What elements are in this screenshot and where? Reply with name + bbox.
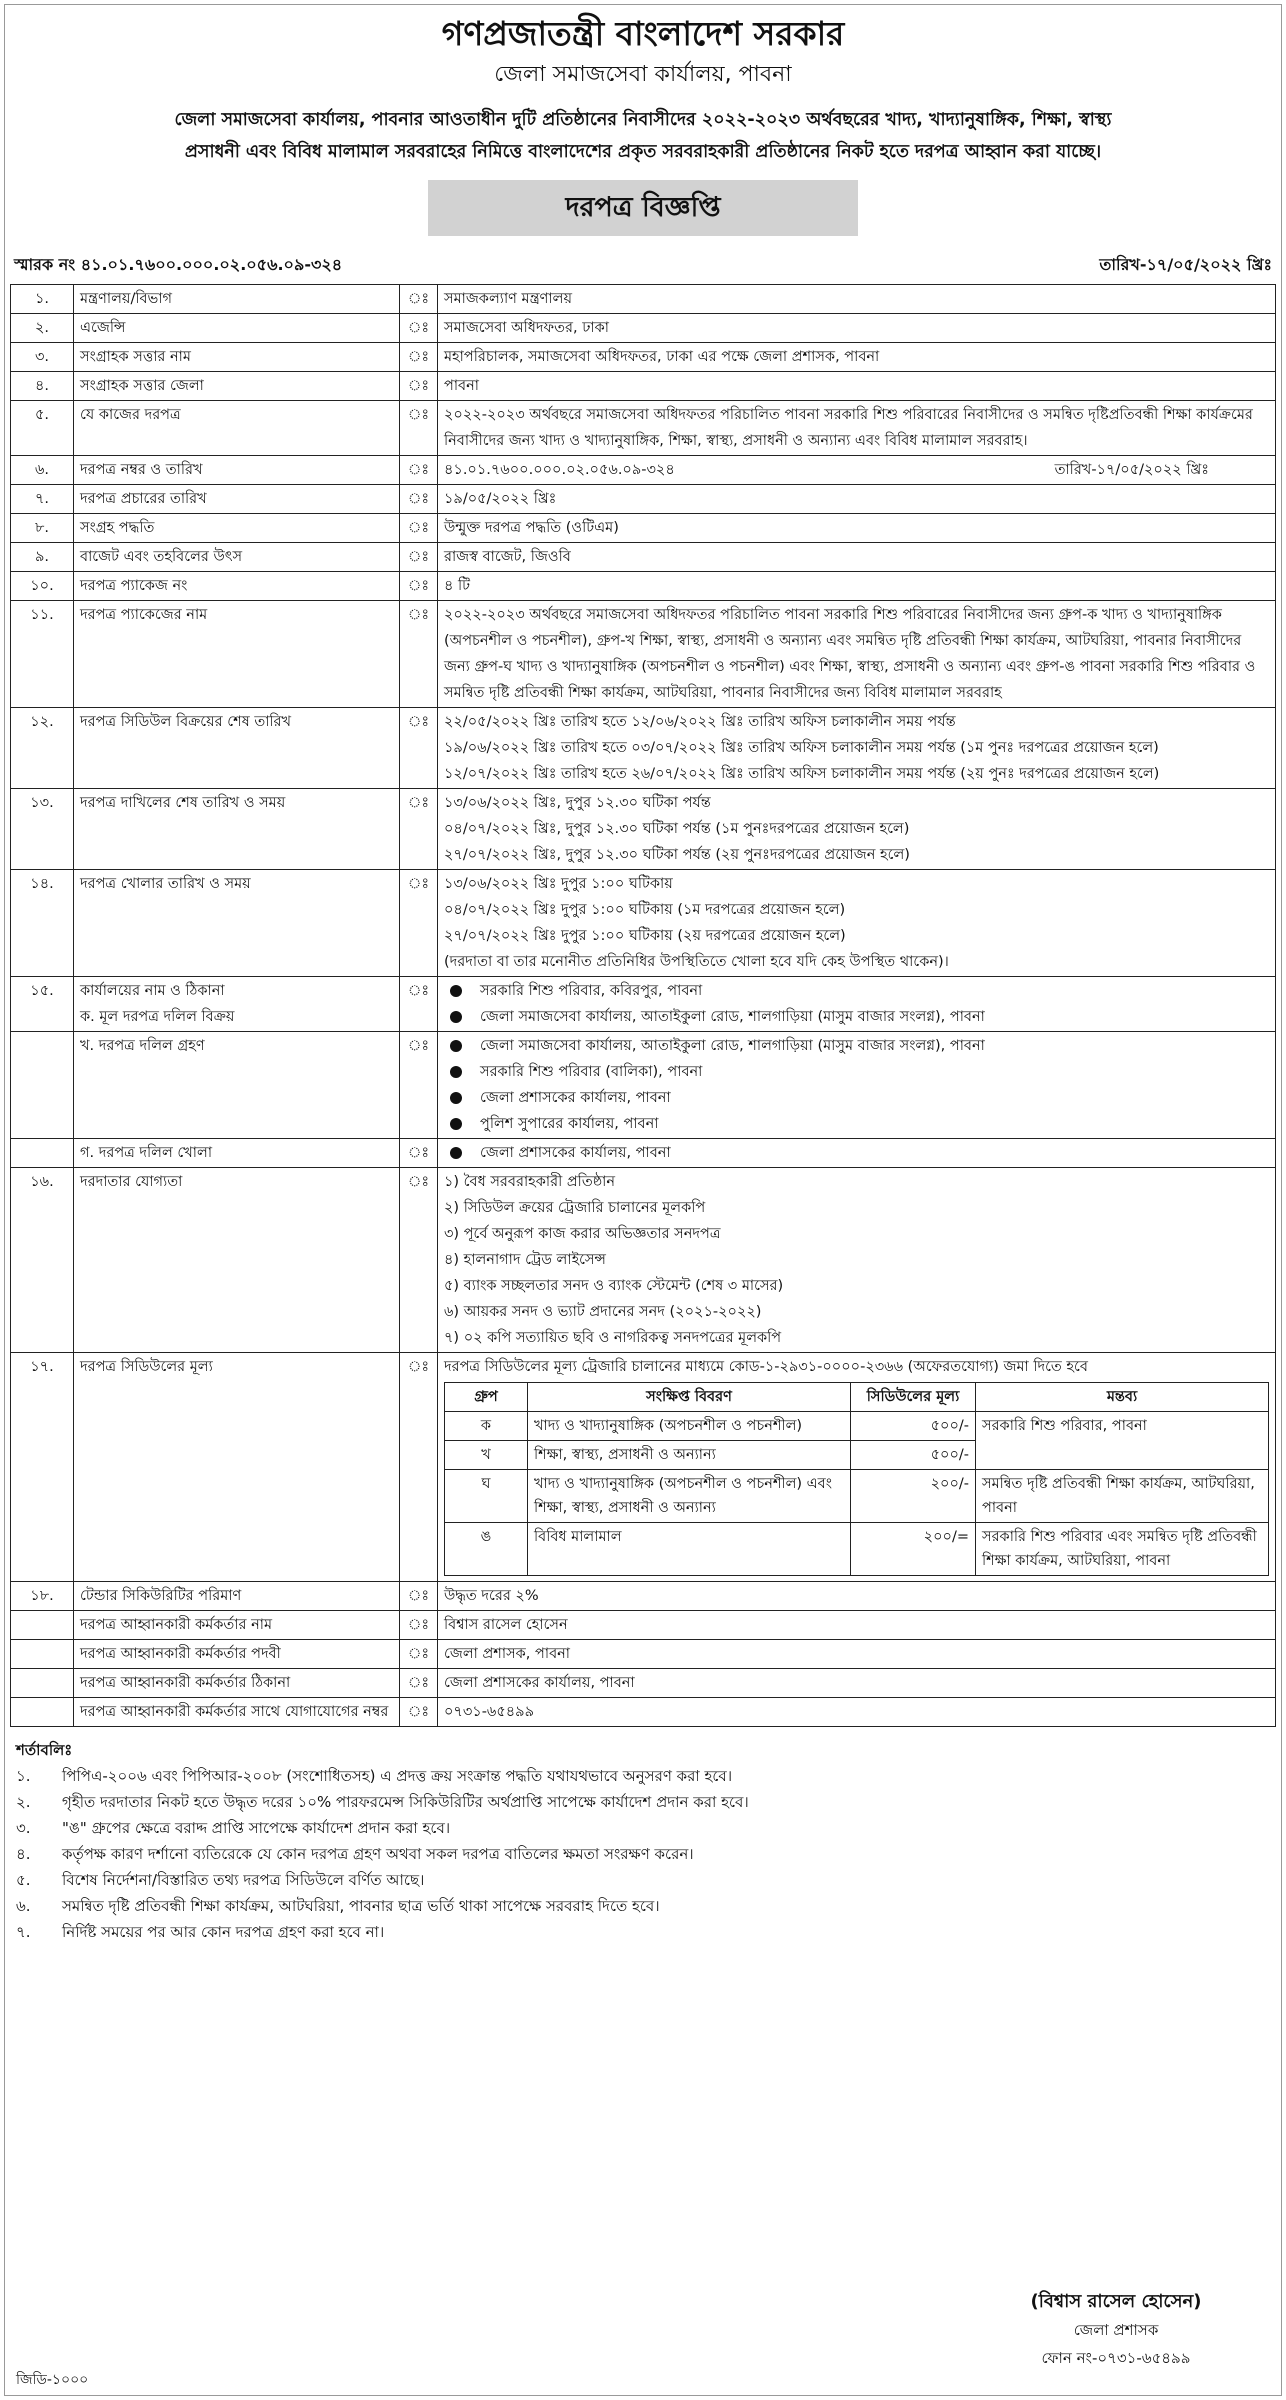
opening-line: ১৩/০৬/২০২২ খ্রিঃ দুপুর ১:০০ ঘটিকায় (444, 876, 673, 892)
table-row: ১৮. টেন্ডার সিকিউরিটির পরিমাণ ঃ উদ্ধৃত দরের ২% (11, 1582, 1276, 1611)
list-item: সরকারি শিশু পরিবার (বালিকা), পাবনা (444, 1059, 1269, 1085)
list-item: ৩. "ঙ" গ্রুপের ক্ষেত্রে বরাদ্দ প্রাপ্তি সাপেক্ষে কার্যাদেশ প্রদান করা হবে। (16, 1819, 451, 1837)
opening-line: ০৪/০৭/২০২২ খ্রিঃ দুপুর ১:০০ ঘটিকায় (১ম দরপত্রের প্রয়োজন হলে) (444, 902, 846, 918)
table-row: ক খাদ্য ও খাদ্যানুষাঙ্গিক (অপচনশীল ও পচনশীল) ৫০০/- সরকারি শিশু পরিবার, পাবনা (445, 1412, 1269, 1441)
table-header-row: গ্রুপ সংক্ষিপ্ত বিবরণ সিডিউলের মূল্য মন্তব্য (445, 1383, 1269, 1412)
eligibility-item: ২) সিডিউল ক্রয়ের ট্রেজারি চালানের মূলকপি (444, 1200, 706, 1216)
table-row: ৪. সংগ্রাহক সত্তার জেলা ঃ পাবনা (11, 372, 1276, 401)
schedule-sale-line: ১২/০৭/২০২২ খ্রিঃ তারিখ হতে ২৬/০৭/২০২২ খ্রিঃ তারিখ অফিস চলাকালীন সময় পর্যন্ত (২য় পুনঃ দরপত্রের প্রয়োজন হলে) (444, 766, 1160, 782)
opening-line: ২৭/০৭/২০২২ খ্রিঃ দুপুর ১:০০ ঘটিকায় (২য় দরপত্রের প্রয়োজন হলে) (444, 928, 846, 944)
bullet-icon (450, 1011, 462, 1023)
intro-line-1: জেলা সমাজসেবা কার্যালয়, পাবনার আওতাধীন দুটি প্রতিষ্ঠানের নিবাসীদের ২০২২-২০২৩ অর্থবছরের খাদ্য, খাদ্যানুষাঙ্গিক, শিক্ষা, স্বাস্থ্য (174, 110, 1112, 130)
gd-code: জিডি-১০০০ (16, 2372, 89, 2388)
table-row: ১১. দরপত্র প্যাকেজের নাম ঃ ২০২২-২০২৩ অর্থবছরে সমাজসেবা অধিদফতর পরিচালিত পাবনা সরকারি শিশু পরিবারের নিবাসীদের জন্য গ্রুপ-ক খাদ্য ও খাদ্যানুষাঙ্গিক (অপচনশীল ও পচনশীল), গ্রুপ-খ শিক্ষা, স্বাস্থ্য, প্রসাধনী ও অন্যান্য এবং সমন্বিত দৃষ্টি প্রতিবন্ধী শিক্ষা কার্যক্রম, আটঘরিয়া, পাবনার নিবাসীদের জন্য গ্রুপ-ঘ খাদ্য ও খাদ্যানুষাঙ্গিক (অপচনশীল ও পচনশীল) এবং শিক্ষা, স্বাস্থ্য, প্রসাধনী ও অন্যান্য এবং গ্রুপ-ঙ পাবনা সরকারি শিশু পরিবার ও সমন্বিত দৃষ্টি প্রতিবন্ধী শিক্ষা কার্যক্রম, আটঘরিয়া, পাবনার নিবাসীদের জন্য বিবিধ মালামাল সরবরাহ (11, 601, 1276, 708)
terms-heading: শর্তাবলিঃ (16, 1741, 73, 1759)
tender-date: তারিখ-১৭/০৫/২০২২ খ্রিঃ (1054, 462, 1209, 478)
table-row: ১০. দরপত্র প্যাকেজ নং ঃ ৪ টি (11, 572, 1276, 601)
tender-details-table (10, 284, 1276, 1727)
bullet-icon (450, 1092, 462, 1104)
signature-block (986, 2288, 1246, 2372)
table-row: ঙ বিবিধ মালামাল ২০০/= সরকারি শিশু পরিবার এবং সমন্বিত দৃষ্টি প্রতিবন্ধী শিক্ষা কার্যক্রম, আটঘরিয়া, পাবনা (445, 1523, 1269, 1576)
table-row: খ শিক্ষা, স্বাস্থ্য, প্রসাধনী ও অন্যান্য ৫০০/- (445, 1441, 1269, 1470)
signatory-designation: জেলা প্রশাসক (1073, 2321, 1159, 2339)
list-item: জেলা সমাজসেবা কার্যালয়, আতাইকুলা রোড, শালগাড়িয়া (মাসুম বাজার সংলগ্ন), পাবনা (444, 1033, 1269, 1059)
list-item: সরকারি শিশু পরিবার, কবিরপুর, পাবনা (444, 978, 1269, 1004)
bullet-icon (450, 1066, 462, 1078)
eligibility-item: ৭) ০২ কপি সত্যায়িত ছবি ও নাগরিকত্ব সনদপত্রের মূলকপি (444, 1330, 782, 1346)
list-item: জেলা প্রশাসকের কার্যালয়, পাবনা (444, 1085, 1269, 1111)
table-row: দরপত্র আহ্বানকারী কর্মকর্তার পদবী ঃ জেলা প্রশাসক, পাবনা (11, 1640, 1276, 1669)
list-item: ২. গৃহীত দরদাতার নিকট হতে উদ্ধৃত দরের ১০% পারফরমেন্স সিকিউরিটির অর্থপ্রাপ্তি সাপেক্ষে কার্যাদেশ প্রদান করা হবে। (16, 1793, 749, 1811)
bullet-icon (450, 985, 462, 997)
office-name: জেলা সমাজসেবা কার্যালয়, পাবনা (494, 62, 792, 87)
memo-line (10, 250, 1276, 280)
table-row: ২. এজেন্সি ঃ সমাজসেবা অধিদফতর, ঢাকা (11, 314, 1276, 343)
submission-line: ২৭/০৭/২০২২ খ্রিঃ, দুপুর ১২.৩০ ঘটিকা পর্যন্ত (২য় পুনঃদরপত্রের প্রয়োজন হলে) (444, 847, 910, 863)
signatory-phone: ফোন নং-০৭৩১-৬৫৪৯৯ (1041, 2349, 1191, 2367)
list-item: ১. পিপিএ-২০০৬ এবং পিপিআর-২০০৮ (সংশোধিতসহ) এ প্রদত্ত ক্রয় সংক্রান্ত পদ্ধতি যথাযথভাবে অনুসরণ করা হবে। (16, 1767, 733, 1785)
table-row: ৮. সংগ্রহ পদ্ধতি ঃ উন্মুক্ত দরপত্র পদ্ধতি (ওটিএম) (11, 514, 1276, 543)
list-item: ৫. বিশেষ নির্দেশনা/বিস্তারিত তথ্য দরপত্র সিডিউলে বর্ণিত আছে। (16, 1871, 425, 1889)
schedule-sale-line: ১৯/০৬/২০২২ খ্রিঃ তারিখ হতে ০৩/০৭/২০২২ খ্রিঃ তারিখ অফিস চলাকালীন সময় পর্যন্ত (১ম পুনঃ দরপত্রের প্রয়োজন হলে) (444, 740, 1159, 756)
submission-line: ১৩/০৬/২০২২ খ্রিঃ, দুপুর ১২.৩০ ঘটিকা পর্যন্ত (444, 795, 711, 811)
tender-number: ৪১.০১.৭৬০০.০০০.০২.০৫৬.০৯-৩২৪ (444, 462, 675, 478)
list-item: জেলা প্রশাসকের কার্যালয়, পাবনা (444, 1140, 1269, 1166)
memo-date: তারিখ-১৭/০৫/২০২২ খ্রিঃ (1099, 255, 1272, 274)
bullet-icon (450, 1118, 462, 1130)
memo-number: স্মারক নং ৪১.০১.৭৬০০.০০০.০২.০৫৬.০৯-৩২৪ (14, 255, 343, 274)
signatory-name: (বিশ্বাস রাসেল হোসেন) (1030, 2291, 1202, 2312)
table-row: ৬. দরপত্র নম্বর ও তারিখ ঃ ৪১.০১.৭৬০০.০০০.০২.০৫৬.০৯-৩২৪ তারিখ-১৭/০৫/২০২২ খ্রিঃ (11, 456, 1276, 485)
table-row: ১৪. দরপত্র খোলার তারিখ ও সময় ঃ ১৩/০৬/২০২২ খ্রিঃ দুপুর ১:০০ ঘটিকায় ০৪/০৭/২০২২ খ্রিঃ দুপুর ১:০০ ঘটিকায় (১ম দরপত্রের প্রয়োজন হলে) ২৭/০৭/২০২২ খ্রিঃ দুপুর ১:০০ ঘটিকায় (২য় দরপত্রের প্রয়োজন হলে) (দরদাতা বা তার মনোনীত প্রতিনিধির উপস্থিতিতে খোলা হবে যদি কেহ উপস্থিত থাকেন)। (11, 870, 1276, 977)
table-row: দরপত্র আহ্বানকারী কর্মকর্তার সাথে যোগাযোগের নম্বর ঃ ০৭৩১-৬৫৪৯৯ (11, 1698, 1276, 1727)
schedule-price-note: দরপত্র সিডিউলের মূল্য ট্রেজারি চালানের মাধ্যমে কোড-১-২৯৩১-০০০০-২৩৬৬ (অফেরতযোগ্য) জমা দিতে হবে (444, 1359, 1088, 1375)
notice-title-badge: দরপত্র বিজ্ঞপ্তি (428, 180, 858, 236)
table-row: ৭. দরপত্র প্রচারের তারিখ ঃ ১৯/০৫/২০২২ খ্রিঃ (11, 485, 1276, 514)
list-item: জেলা সমাজসেবা কার্যালয়, আতাইকুলা রোড, শালগাড়িয়া (মাসুম বাজার সংলগ্ন), পাবনা (444, 1004, 1269, 1030)
list-item: ৬. সমন্বিত দৃষ্টি প্রতিবন্ধী শিক্ষা কার্যক্রম, আটঘরিয়া, পাবনার ছাত্র ভর্তি থাকা সাপেক্ষে সরবরাহ দিতে হবে। (16, 1897, 660, 1915)
schedule-sale-line: ২২/০৫/২০২২ খ্রিঃ তারিখ হতে ১২/০৬/২০২২ খ্রিঃ তারিখ অফিস চলাকালীন সময় পর্যন্ত (444, 714, 956, 730)
table-row: ৯. বাজেট এবং তহবিলের উৎস ঃ রাজস্ব বাজেট, জিওবি (11, 543, 1276, 572)
table-row: ১৩. দরপত্র দাখিলের শেষ তারিখ ও সময় ঃ ১৩/০৬/২০২২ খ্রিঃ, দুপুর ১২.৩০ ঘটিকা পর্যন্ত ০৪/০৭/২০২২ খ্রিঃ, দুপুর ১২.৩০ ঘটিকা পর্যন্ত (১ম পুনঃদরপত্রের প্রয়োজন হলে) ২৭/০৭/২০২২ খ্রিঃ, দুপুর ১২.৩০ ঘটিকা পর্যন্ত (২য় পুনঃদরপত্রের প্রয়োজন হলে) (11, 789, 1276, 870)
schedule-price-table (444, 1382, 1269, 1576)
eligibility-item: ৬) আয়কর সনদ ও ভ্যাট প্রদানের সনদ (২০২১-২০২২) (444, 1304, 762, 1320)
submission-line: ০৪/০৭/২০২২ খ্রিঃ, দুপুর ১২.৩০ ঘটিকা পর্যন্ত (১ম পুনঃদরপত্রের প্রয়োজন হলে) (444, 821, 910, 837)
table-row: ১৫. কার্যালয়ের নাম ও ঠিকানা ক. মূল দরপত্র দলিল বিক্রয় ঃ সরকারি শিশু পরিবার, কবিরপুর, পাবনা জেলা সমাজসেবা কার্যালয়, আতাইকুলা রোড, শালগাড়িয়া (মাসুম বাজার সংলগ্ন), পাবনা (11, 977, 1276, 1032)
list-item: পুলিশ সুপারের কার্যালয়, পাবনা (444, 1111, 1269, 1137)
table-row: ঘ খাদ্য ও খাদ্যানুষাঙ্গিক (অপচনশীল ও পচনশীল) এবং শিক্ষা, স্বাস্থ্য, প্রসাধনী ও অন্যান্য ২০০/- সমন্বিত দৃষ্টি প্রতিবন্ধী শিক্ষা কার্যক্রম, আটঘরিয়া, পাবনা (445, 1470, 1269, 1523)
terms-section (10, 1737, 1276, 1945)
list-item: ৭. নির্দিষ্ট সময়ের পর আর কোন দরপত্র গ্রহণ করা হবে না। (16, 1923, 385, 1941)
eligibility-item: ৩) পূর্বে অনুরূপ কাজ করার অভিজ্ঞতার সনদপত্র (444, 1226, 721, 1242)
list-item: ৪. কর্তৃপক্ষ কারণ দর্শানো ব্যতিরেকে যে কোন দরপত্র গ্রহণ অথবা সকল দরপত্র বাতিলের ক্ষমতা সংরক্ষণ করেন। (16, 1845, 694, 1863)
eligibility-item: ৪) হালনাগাদ ট্রেড লাইসেন্স (444, 1252, 606, 1268)
government-title: গণপ্রজাতন্ত্রী বাংলাদেশ সরকার (441, 14, 845, 53)
table-row: ৫. যে কাজের দরপত্র ঃ ২০২২-২০২৩ অর্থবছরে সমাজসেবা অধিদফতর পরিচালিত পাবনা সরকারি শিশু পরিবারের নিবাসীদের ও সমন্বিত দৃষ্টিপ্রতিবন্ধী শিক্ষা কার্যক্রমের নিবাসীদের জন্য খাদ্য ও খাদ্যানুষাঙ্গিক, শিক্ষা, স্বাস্থ্য, প্রসাধনী ও অন্যান্য এবং বিবিধ মালামাল সরবরাহ। (11, 401, 1276, 456)
intro-text (18, 104, 1268, 168)
table-row: ১৭. দরপত্র সিডিউলের মূল্য ঃ দরপত্র সিডিউলের মূল্য ট্রেজারি চালানের মাধ্যমে কোড-১-২৯৩১-০০০০-২৩৬৬ (অফেরতযোগ্য) জমা দিতে হবে গ্রুপ সংক্ষিপ্ত বিবরণ সিডিউলের মূল্য মন্তব্য ক খাদ্য ও খাদ্যানুষাঙ্গিক (অপচনশীল ও পচনশীল) ৫০০/- সরকারি শিশু পরিবার, পাবনা খ শিক্ষা, স্বাস্থ্য, প্রসাধনী ও অন্যান্য ৫০০/- ঘ খাদ্য ও খাদ্যানুষাঙ্গিক (অপচনশীল ও পচনশীল) এবং শিক্ষা, স্বাস্থ্য, প্রসাধনী ও অন্যান্য ২০০/- সমন্বিত দৃষ্টি প্রতিবন্ধী শিক্ষা কার্যক্রম, আটঘরিয়া, পাবনা ঙ বিবিধ মালামাল ২০০/= সরকারি শিশু পরিবার এবং সমন্বিত দৃষ্টি প্রতিবন্ধী শিক্ষা কার্যক্রম, আটঘরিয়া, পাবনা (11, 1353, 1276, 1582)
bullet-icon (450, 1147, 462, 1159)
table-row: দরপত্র আহ্বানকারী কর্মকর্তার নাম ঃ বিশ্বাস রাসেল হোসেন (11, 1611, 1276, 1640)
table-row: ১. মন্ত্রণালয়/বিভাগ ঃ সমাজকল্যাণ মন্ত্রণালয় (11, 285, 1276, 314)
eligibility-item: ৫) ব্যাংক সচ্ছলতার সনদ ও ব্যাংক স্টেমেন্ট (শেষ ৩ মাসের) (444, 1278, 784, 1294)
bullet-icon (450, 1040, 462, 1052)
table-row: খ. দরপত্র দলিল গ্রহণ ঃ জেলা সমাজসেবা কার্যালয়, আতাইকুলা রোড, শালগাড়িয়া (মাসুম বাজার সংলগ্ন), পাবনা সরকারি শিশু পরিবার (বালিকা), পাবনা জেলা প্রশাসকের কার্যালয়, পাবনা পুলিশ সুপারের কার্যালয়, পাবনা (11, 1032, 1276, 1139)
eligibility-item: ১) বৈধ সরবরাহকারী প্রতিষ্ঠান (444, 1174, 616, 1190)
intro-line-2: প্রসাধনী এবং বিবিধ মালামাল সরবরাহের নিমিত্তে বাংলাদেশের প্রকৃত সরবরাহকারী প্রতিষ্ঠানের নিকট হতে দরপত্র আহ্বান করা যাচ্ছে। (184, 142, 1102, 162)
table-row: গ. দরপত্র দলিল খোলা ঃ জেলা প্রশাসকের কার্যালয়, পাবনা (11, 1139, 1276, 1168)
table-row: ৩. সংগ্রাহক সত্তার নাম ঃ মহাপরিচালক, সমাজসেবা অধিদফতর, ঢাকা এর পক্ষে জেলা প্রশাসক, পাবনা (11, 343, 1276, 372)
opening-line: (দরদাতা বা তার মনোনীত প্রতিনিধির উপস্থিতিতে খোলা হবে যদি কেহ উপস্থিত থাকেন)। (444, 954, 949, 970)
table-row: ১৬. দরদাতার যোগ্যতা ঃ ১) বৈধ সরবরাহকারী প্রতিষ্ঠান ২) সিডিউল ক্রয়ের ট্রেজারি চালানের মূলকপি ৩) পূর্বে অনুরূপ কাজ করার অভিজ্ঞতার সনদপত্র ৪) হালনাগাদ ট্রেড লাইসেন্স ৫) ব্যাংক সচ্ছলতার সনদ ও ব্যাংক স্টেমেন্ট (শেষ ৩ মাসের) ৬) আয়কর সনদ ও ভ্যাট প্রদানের সনদ (২০২১-২০২২) ৭) ০২ কপি সত্যায়িত ছবি ও নাগরিকত্ব সনদপত্রের মূলকপি (11, 1168, 1276, 1353)
table-row: ১২. দরপত্র সিডিউল বিক্রয়ের শেষ তারিখ ঃ ২২/০৫/২০২২ খ্রিঃ তারিখ হতে ১২/০৬/২০২২ খ্রিঃ তারিখ অফিস চলাকালীন সময় পর্যন্ত ১৯/০৬/২০২২ খ্রিঃ তারিখ হতে ০৩/০৭/২০২২ খ্রিঃ তারিখ অফিস চলাকালীন সময় পর্যন্ত (১ম পুনঃ দরপত্রের প্রয়োজন হলে) ১২/০৭/২০২২ খ্রিঃ তারিখ হতে ২৬/০৭/২০২২ খ্রিঃ তারিখ অফিস চলাকালীন সময় পর্যন্ত (২য় পুনঃ দরপত্রের প্রয়োজন হলে) (11, 708, 1276, 789)
table-row: দরপত্র আহ্বানকারী কর্মকর্তার ঠিকানা ঃ জেলা প্রশাসকের কার্যালয়, পাবনা (11, 1669, 1276, 1698)
